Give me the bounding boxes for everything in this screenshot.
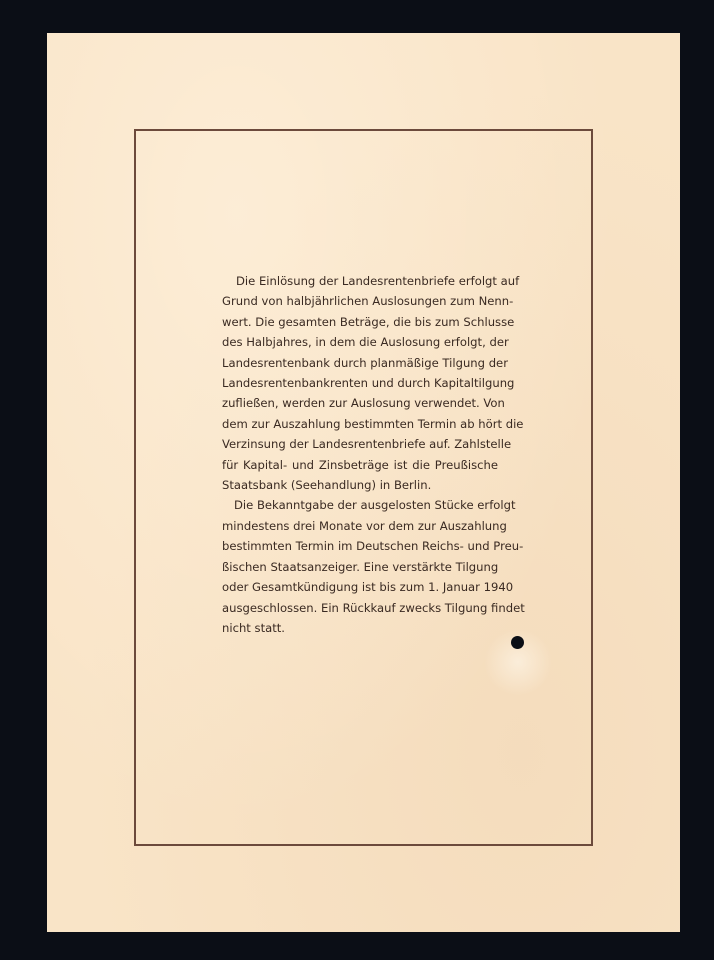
text-line: Die Einlösung der Landesrentenbriefe erfolgt auf: [236, 274, 520, 288]
text-line: wert. Die gesamten Beträge, die bis zum Schlusse: [222, 314, 515, 329]
text-line: Die Bekanntgabe der ausgelosten Stücke erfolgt: [234, 498, 516, 513]
text-line: des Halbjahres, in dem die Auslosung erfolgt, der: [222, 335, 509, 350]
text-line: Landesrentenbank durch planmäßige Tilgung der: [222, 355, 508, 370]
text-line: bestimmten Termin im Deutschen Reichs- und Preu-: [222, 539, 524, 554]
text-line: Verzinsung der Landesrentenbriefe auf. Zahlstelle: [222, 437, 512, 452]
text-line: oder Gesamtkündigung ist bis zum 1. Januar 1940: [222, 580, 514, 595]
text-line: Landesrentenbankrenten und durch Kapitaltilgung: [222, 376, 515, 391]
text-line: mindestens drei Monate vor dem zur Auszahlung: [222, 518, 507, 533]
text-line: Staatsbank (Seehandlung) in Berlin.: [222, 478, 432, 493]
paragraph-redemption: [222, 271, 524, 495]
paragraph-announcement: [222, 495, 525, 638]
terms-text: [222, 271, 525, 638]
text-line: für Kapital- und Zinsbeträge ist die Preußische: [222, 457, 498, 472]
text-line: zufließen, werden zur Auslosung verwendet. Von: [222, 396, 505, 411]
text-line: dem zur Auszahlung bestimmten Termin ab hört die: [222, 416, 524, 431]
text-line: ausgeschlossen. Ein Rückkauf zwecks Tilgung findet: [222, 600, 525, 615]
text-line: ßischen Staatsanzeiger. Eine verstärkte Tilgung: [222, 559, 499, 574]
text-line: Grund von halbjährlichen Auslosungen zum Nenn-: [222, 294, 514, 309]
punch-hole: [511, 636, 524, 649]
text-line: nicht statt.: [222, 620, 285, 635]
